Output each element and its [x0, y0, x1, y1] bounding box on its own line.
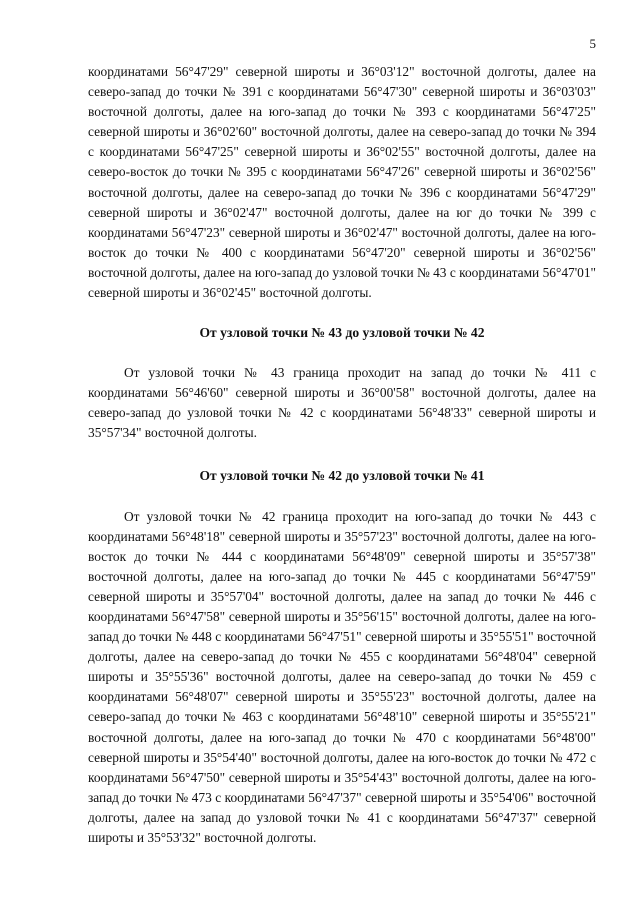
section-heading-42-41: От узловой точки № 42 до узловой точки № 41: [199, 467, 485, 483]
paragraph-section-43-42: От узловой точки № 43 граница проходит на запад до точки № 411 с координатами 56°46'60" северной широты и 36°00'58" восточной долготы, далее на северо-запад до узловой точки № 42 с координатами 56°48'33" северной широты и 35°57'34" восточной долготы.: [88, 365, 596, 441]
paragraph-continuation: координатами 56°47'29" северной широты и 36°03'12" восточной долготы, далее на северо-запад до точки № 391 с координатами 56°47'30" северной широты и 36°03'03" восточной долготы, далее на юго-запад до точки № 393 с координатами 56°47'25" северной широты и 36°02'60" восточной долготы, далее на северо-запад до точки № 394 с координатами 56°47'25" северной широты и 36°02'55" восточной долготы, далее на северо-восток до точки № 395 с координатами 56°47'26" северной широты и 36°02'56" восточной долготы, далее на северо-запад до точки № 396 с координатами 56°47'29" северной широты и 36°02'47" восточной долготы, далее на юг до точки № 399 с координатами 56°47'23" северной широты и 36°02'47" восточной долготы, далее на юго-восток до точки № 400 с координатами 56°47'20" северной широты и 36°02'56" восточной долготы, далее на юго-запад до узловой точки № 43 с координатами 56°47'01" северной широты и 36°02'45" восточной долготы.: [88, 64, 596, 301]
paragraph-section-42-41: От узловой точки № 42 граница проходит на юго-запад до точки № 443 с координатами 56°48'18" северной широты и 35°57'23" восточной долготы, далее на юго-восток до точки № 444 с координатами 56°48'09" северной широты и 35°57'38" восточной долготы, далее на юго-запад до точки № 445 с координатами 56°47'59" северной широты и 35°57'04" восточной долготы, далее на запад до точки № 446 с координатами 56°47'58" северной широты и 35°56'15" восточной долготы, далее на юго-запад до точки № 448 с координатами 56°47'51" северной широты и 35°55'51" восточной долготы, далее на северо-запад до точки № 455 с координатами 56°48'04" северной широты и 35°55'36" восточной долготы, далее на северо-запад до точки № 459 с координатами 56°48'07" северной широты и 35°55'23" восточной долготы, далее на северо-запад до точки № 463 с координатами 56°48'10" северной широты и 35°55'21" восточной долготы, далее на юго-запад до точки № 470 с координатами 56°48'00" северной широты и 35°54'40" восточной долготы, далее на юго-восток до точки № 472 с координатами 56°47'50" северной широты и 35°54'43" восточной долготы, далее на юго-запад до точки № 473 с координатами 56°47'37" северной широты и 35°54'06" восточной долготы, далее на запад до узловой точки № 41 с координатами 56°47'37" северной широты и 35°53'32" восточной долготы.: [88, 508, 596, 845]
section-heading-43-42: От узловой точки № 43 до узловой точки № 42: [199, 325, 485, 341]
document-body: [88, 62, 596, 848]
page-number: 5: [589, 36, 596, 51]
